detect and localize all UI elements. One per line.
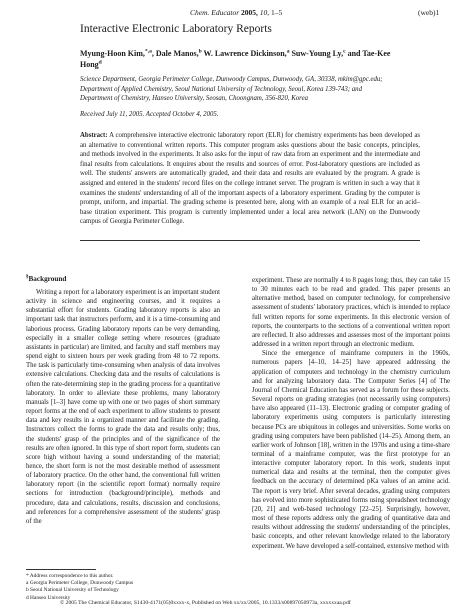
journal-volume: 10, [259, 8, 270, 17]
received-date: Received July 11, 2005. Accepted October 4, 2005. [80, 111, 219, 118]
web-page-tag: (web)1 [418, 8, 440, 17]
body-paragraph: Since the emergence of mainframe computers in the 1960s, numerous papers [4–10, 14–25] have appeared addressing the application of computers and technology in the chemistry curriculum and for analyzing laboratory data. The Computer Series [4] of The Journal of Chemical Education has served as a forum for these subjects. Several reports on grading strategies (not necessarily using computers) have also appeared (11–13). Electronic grading or computer grading of laboratory experiments using computers is particularly interesting because PCs are ubiquitous in colleges and universities. Some works on grading using computers have been published (14–25). Among them, an earlier work of Johnson [18], written in the 1970s and using a time-share terminal of a mainframe computer, was the first prototype for an interactive computer laboratory report. In this work, students input numerical data and results at the terminal, then the computer gives feedback on the accuracy of determined pKa values of an amine acid. The report is very brief. After several decades, grading using computers has evolved into more sophisticated forms using spreadsheet technology [20, 21] and web-based technology [22–25]. Surprisingly, however, most of these reports address only the grading of quantitative data and results without addressing the students' understanding of the principles, basic concepts, and other relevant knowledge related to the laboratory experiment. We have developed a self-contained, extensive method with [252, 350, 451, 550]
abstract-line: from an experiment and the intermediate and final results from calculations. It enquires about the results and [80, 151, 421, 168]
body-paragraph: experiment. These are normally 4 to 8 pages long; thus, they can take 15 to 30 minutes each to be read and graded. This paper presents an alternative method, based on computer technology, for comprehensive assessment of students' laboratory practices, which is intended to replace full written reports for some experiments. In this electronic version of reports, the counterparts to the sections of a conventional written report are reflected. It also addresses and assesses most of the important points addressed in a written report through an electronic medium. [252, 277, 450, 349]
author-mark: d [98, 59, 102, 66]
abstract [80, 131, 420, 227]
footnote: a Georgia Perimeter College, Dunwoody Campus [26, 580, 134, 587]
author-hong: and Tae-Kee [345, 49, 391, 58]
author-hong-surname: Hong [80, 60, 99, 69]
left-column [26, 288, 220, 526]
footnotes [26, 573, 133, 602]
section-title: Background [28, 275, 67, 283]
affiliation-line: Department of Chemistry, Hanseo University, Seosan, Choongnam, 356-820, Korea [80, 95, 308, 103]
page-footer: © 2005 The Chemical Educator, S1430-4171(05)0xxxx-x, Published on Web xx/xx/2005, 10.1333/s00897050973a, xxxxxxaa.pdf [60, 600, 351, 606]
footnote: * Address correspondence to this author. [26, 573, 114, 579]
author-list [80, 48, 410, 70]
abstract-label: Abstract: [80, 132, 108, 139]
author-mark: a [286, 48, 290, 55]
abstract-line: understanding of all of the important aspects of a laboratory experiment. Grading by the computer is prompt, [80, 189, 420, 207]
author-mark: *,a [144, 48, 152, 55]
journal-year: 2005, [241, 8, 258, 17]
abstract-divider [80, 240, 420, 241]
affiliation-line: Department of Applied Chemistry, Seoul National University of Technology, Seoul, Korea 139-743; and [80, 85, 362, 93]
abstract-line: Dunwoody campus of Georgia Perimeter College. [80, 208, 420, 226]
abstract-line: files on the college intranet server. The program is written in such a way that it examines the students' [80, 179, 420, 197]
abstract-line: uniform, and impartial. The grading scheme is presented here, along with an example of a real ELR for an acid– [103, 199, 421, 207]
footnote-divider [26, 569, 96, 570]
footnote: b Seoul National University of Technology [26, 587, 119, 594]
journal-pages: 1–5 [271, 8, 283, 17]
author-mark: c [343, 48, 346, 55]
abstract-line: the basic concepts, principles, and methods involved in the experiments. It also asks for the input of raw data [80, 141, 420, 159]
body-paragraph: Writing a report for a laboratory experiment is an important student activity in science and engineering courses, and it requires a substantial effort for students. Grading laboratory reports is also an important task that instructors perform, and it is a time-consuming and laborious process. Grading laboratory reports can be very demanding, especially in a smaller college setting where resources (graduate assistants in particular) are limited, and faculty and staff members may spend eight to sixteen hours per week grading from 48 to 72 reports. The task is particularly time-consuming when analysis of data involves extensive calculations. Checking data and the results of calculations is often the rate-determining step in the grading process for a quantitative laboratory. In order to alleviate these problems, many laboratory manuals [1–3] have come up with one or two pages of short summary report forms at the end of each experiment to allow students to present data and key results in a organized manner and facilitate the grading. Instructors collect the forms to grade the data and results only; thus, the students' grasp of the principles and of the significance of the results are often ignored. In this type of short report form, students can score high without having a sound understanding of the material; hence, the short form is not the most desirable method of assessment of laboratory practice. On the other hand, the conventional full written laboratory report (in the scientific report format) normally require sections for introduction (background/principle), methods and procedure, data and calculations, results, discussion and conclusions, and references for a comprehensive assessment of the students' grasp of the [26, 289, 220, 525]
author-manos: , Dale Manos, [151, 49, 199, 58]
abstract-line: A comprehensive interactive electronic laboratory report (ELR) for chemistry experiments has been [107, 132, 383, 139]
section-mark: § [26, 274, 29, 280]
right-column [252, 276, 450, 551]
abstract-line: developed as an alternative to conventional written reports. This computer program asks questions about [80, 132, 421, 149]
author-kim: Myung-Hoon Kim, [80, 49, 145, 58]
section-heading [26, 275, 66, 283]
journal-name: Chem. Educator [190, 8, 240, 17]
abstract-line: base titration experiment. This program is currently implemented under a local area network (LAN) on the [80, 208, 387, 216]
affiliation-line: Science Department, Georgia Perimeter College, Dunwoody Campus, Dunwoody, GA, 30338, mkim@gpc.edu; [80, 76, 383, 83]
abstract-line: and their data and results are evaluated by the program. A grade is assigned and entered in the students' record [80, 170, 420, 187]
paper-title: Interactive Electronic Laboratory Reports [80, 23, 272, 35]
running-header [190, 8, 282, 17]
author-dickinson: W. Lawrence Dickinson, [201, 49, 287, 58]
footnote: d Hanseo University [26, 594, 71, 601]
author-ly: Suw-Young Ly, [289, 49, 344, 58]
abstract-line: sources of error. Post-laboratory questions are included as well. The students' answers are automatically graded, [80, 160, 420, 178]
affiliations [80, 75, 420, 104]
author-mark: b [198, 48, 202, 55]
